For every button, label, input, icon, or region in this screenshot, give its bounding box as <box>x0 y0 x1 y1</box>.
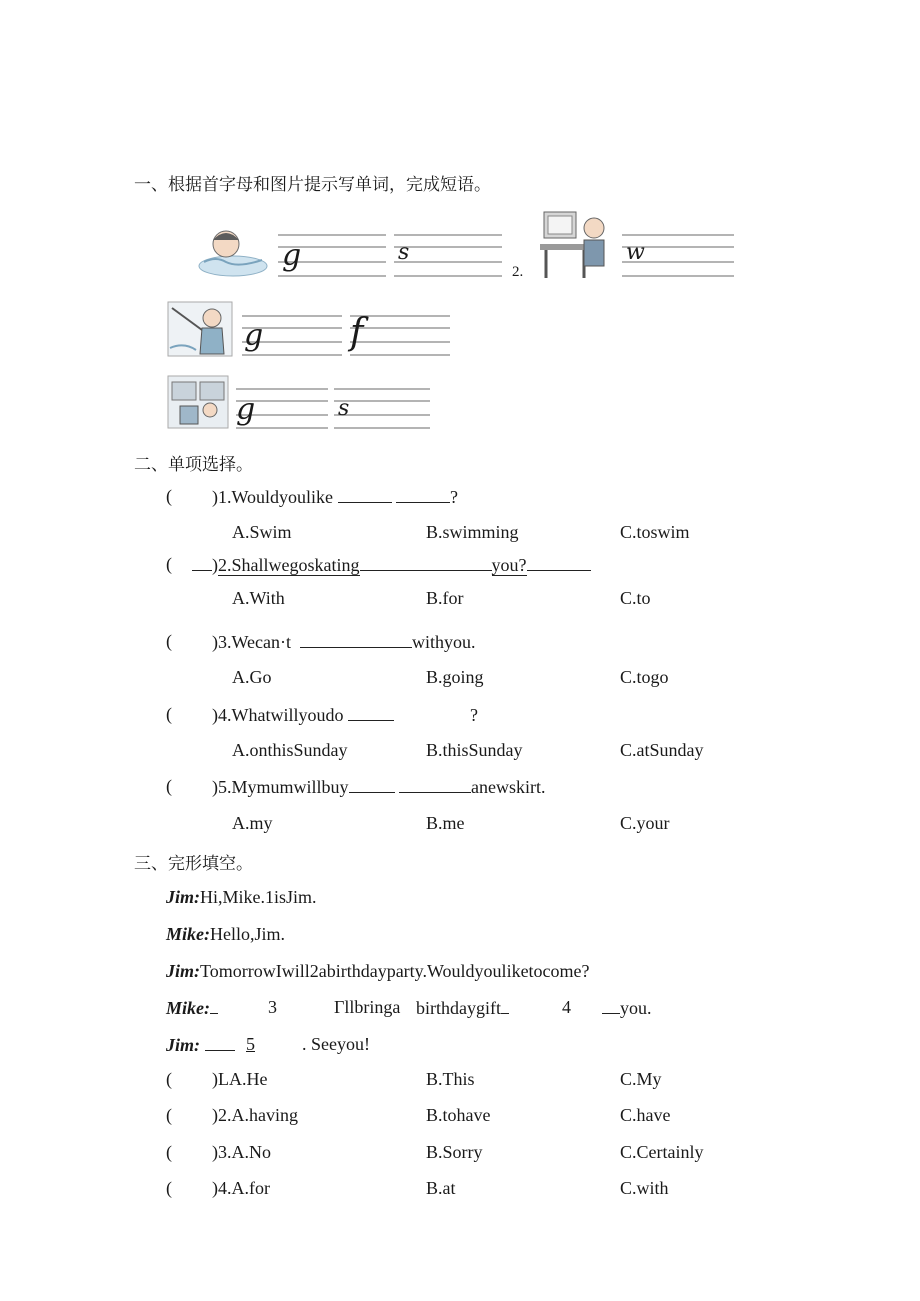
hint-letter: g <box>244 318 264 353</box>
hint-letter: s <box>398 240 410 265</box>
option-c[interactable]: C.with <box>620 1178 669 1198</box>
option-c[interactable]: C.My <box>620 1069 662 1089</box>
option-c[interactable]: C.togo <box>620 667 669 687</box>
option-b[interactable]: B.for <box>426 588 464 608</box>
option-a[interactable]: )4.A.for <box>212 1178 270 1198</box>
option-c[interactable]: C.your <box>620 813 670 833</box>
option-a[interactable]: A.onthisSunday <box>232 740 348 760</box>
option-b[interactable]: B.tohave <box>426 1105 491 1125</box>
option-c[interactable]: C.toswim <box>620 522 690 542</box>
answer-paren[interactable]: ( <box>166 776 172 796</box>
blank-number: 3 <box>268 997 277 1017</box>
answer-paren[interactable]: ( <box>166 1142 172 1162</box>
question-5: )5.Mymumwillbuy anewskirt. <box>212 777 546 797</box>
dialogue-text: . Seeyou! <box>302 1034 370 1054</box>
hint-letter: g <box>236 392 256 427</box>
hint-letter: f <box>350 312 364 353</box>
answer-paren[interactable]: ( <box>166 1178 172 1198</box>
question-4: )4.Whatwillyoudo ? <box>212 705 478 725</box>
fishing-girl-picture <box>166 300 234 358</box>
option-c[interactable]: C.to <box>620 588 651 608</box>
blank-number: 4 <box>562 997 571 1017</box>
blank-number: 5 <box>246 1034 255 1054</box>
option-a[interactable]: )2.A.having <box>212 1105 298 1125</box>
dialogue-text: birthdaygift <box>416 997 509 1019</box>
option-a[interactable]: A.With <box>232 588 285 608</box>
answer-paren[interactable]: ( <box>166 631 172 651</box>
dialogue-line: Mike:Hello,Jim. <box>166 924 285 944</box>
answer-paren[interactable]: ( <box>166 1069 172 1089</box>
writing-lines-3b[interactable] <box>350 313 450 359</box>
option-b[interactable]: B.at <box>426 1178 456 1198</box>
hint-letter: s <box>338 396 350 421</box>
swimming-boy-picture <box>196 222 270 278</box>
shopping-picture <box>166 374 230 430</box>
option-c[interactable]: C.Certainly <box>620 1142 704 1162</box>
answer-paren[interactable]: ( <box>166 704 172 724</box>
option-b[interactable]: B.swimming <box>426 522 519 542</box>
question-2: )2.Shallwegoskating you? <box>192 554 591 576</box>
section1-heading: 一、根据首字母和图片提示写单词，完成短语。 <box>134 175 491 195</box>
section3-heading: 三、完形填空。 <box>134 854 253 874</box>
hint-letter: w <box>626 240 645 265</box>
option-b[interactable]: B.thisSunday <box>426 740 523 760</box>
computer-boy-picture <box>538 208 610 280</box>
option-c[interactable]: C.have <box>620 1105 671 1125</box>
answer-paren[interactable]: ( <box>166 486 172 506</box>
question-3: )3.Wecan·t withyou. <box>212 632 476 652</box>
dialogue-line: Jim:TomorrowIwill2abirthdayparty.Wouldyouliketocome? <box>166 961 590 981</box>
option-a[interactable]: )3.A.No <box>212 1142 271 1162</box>
option-a[interactable]: A.Go <box>232 667 272 687</box>
dialogue-text: you. <box>602 997 652 1019</box>
item-number: 2. <box>512 264 524 280</box>
dialogue-text: Γllbringa <box>334 997 401 1017</box>
option-a[interactable]: )LA.He <box>212 1069 268 1089</box>
answer-paren[interactable]: ( <box>166 554 172 574</box>
option-b[interactable]: B.This <box>426 1069 475 1089</box>
option-c[interactable]: C.atSunday <box>620 740 704 760</box>
dialogue-line: Mike: <box>166 997 218 1019</box>
dialogue-line: Jim: <box>166 1034 235 1056</box>
question-1: )1.Wouldyoulike ? <box>212 487 459 507</box>
answer-paren[interactable]: ( <box>166 1105 172 1125</box>
writing-lines-1b[interactable] <box>394 232 502 280</box>
section2-heading: 二、单项选择。 <box>134 455 253 475</box>
hint-letter: g <box>282 238 302 273</box>
option-b[interactable]: B.going <box>426 667 484 687</box>
option-b[interactable]: B.Sorry <box>426 1142 483 1162</box>
option-a[interactable]: A.Swim <box>232 522 292 542</box>
option-b[interactable]: B.me <box>426 813 465 833</box>
option-a[interactable]: A.my <box>232 813 273 833</box>
dialogue-line: Jim:Hi,Mike.1isJim. <box>166 887 317 907</box>
